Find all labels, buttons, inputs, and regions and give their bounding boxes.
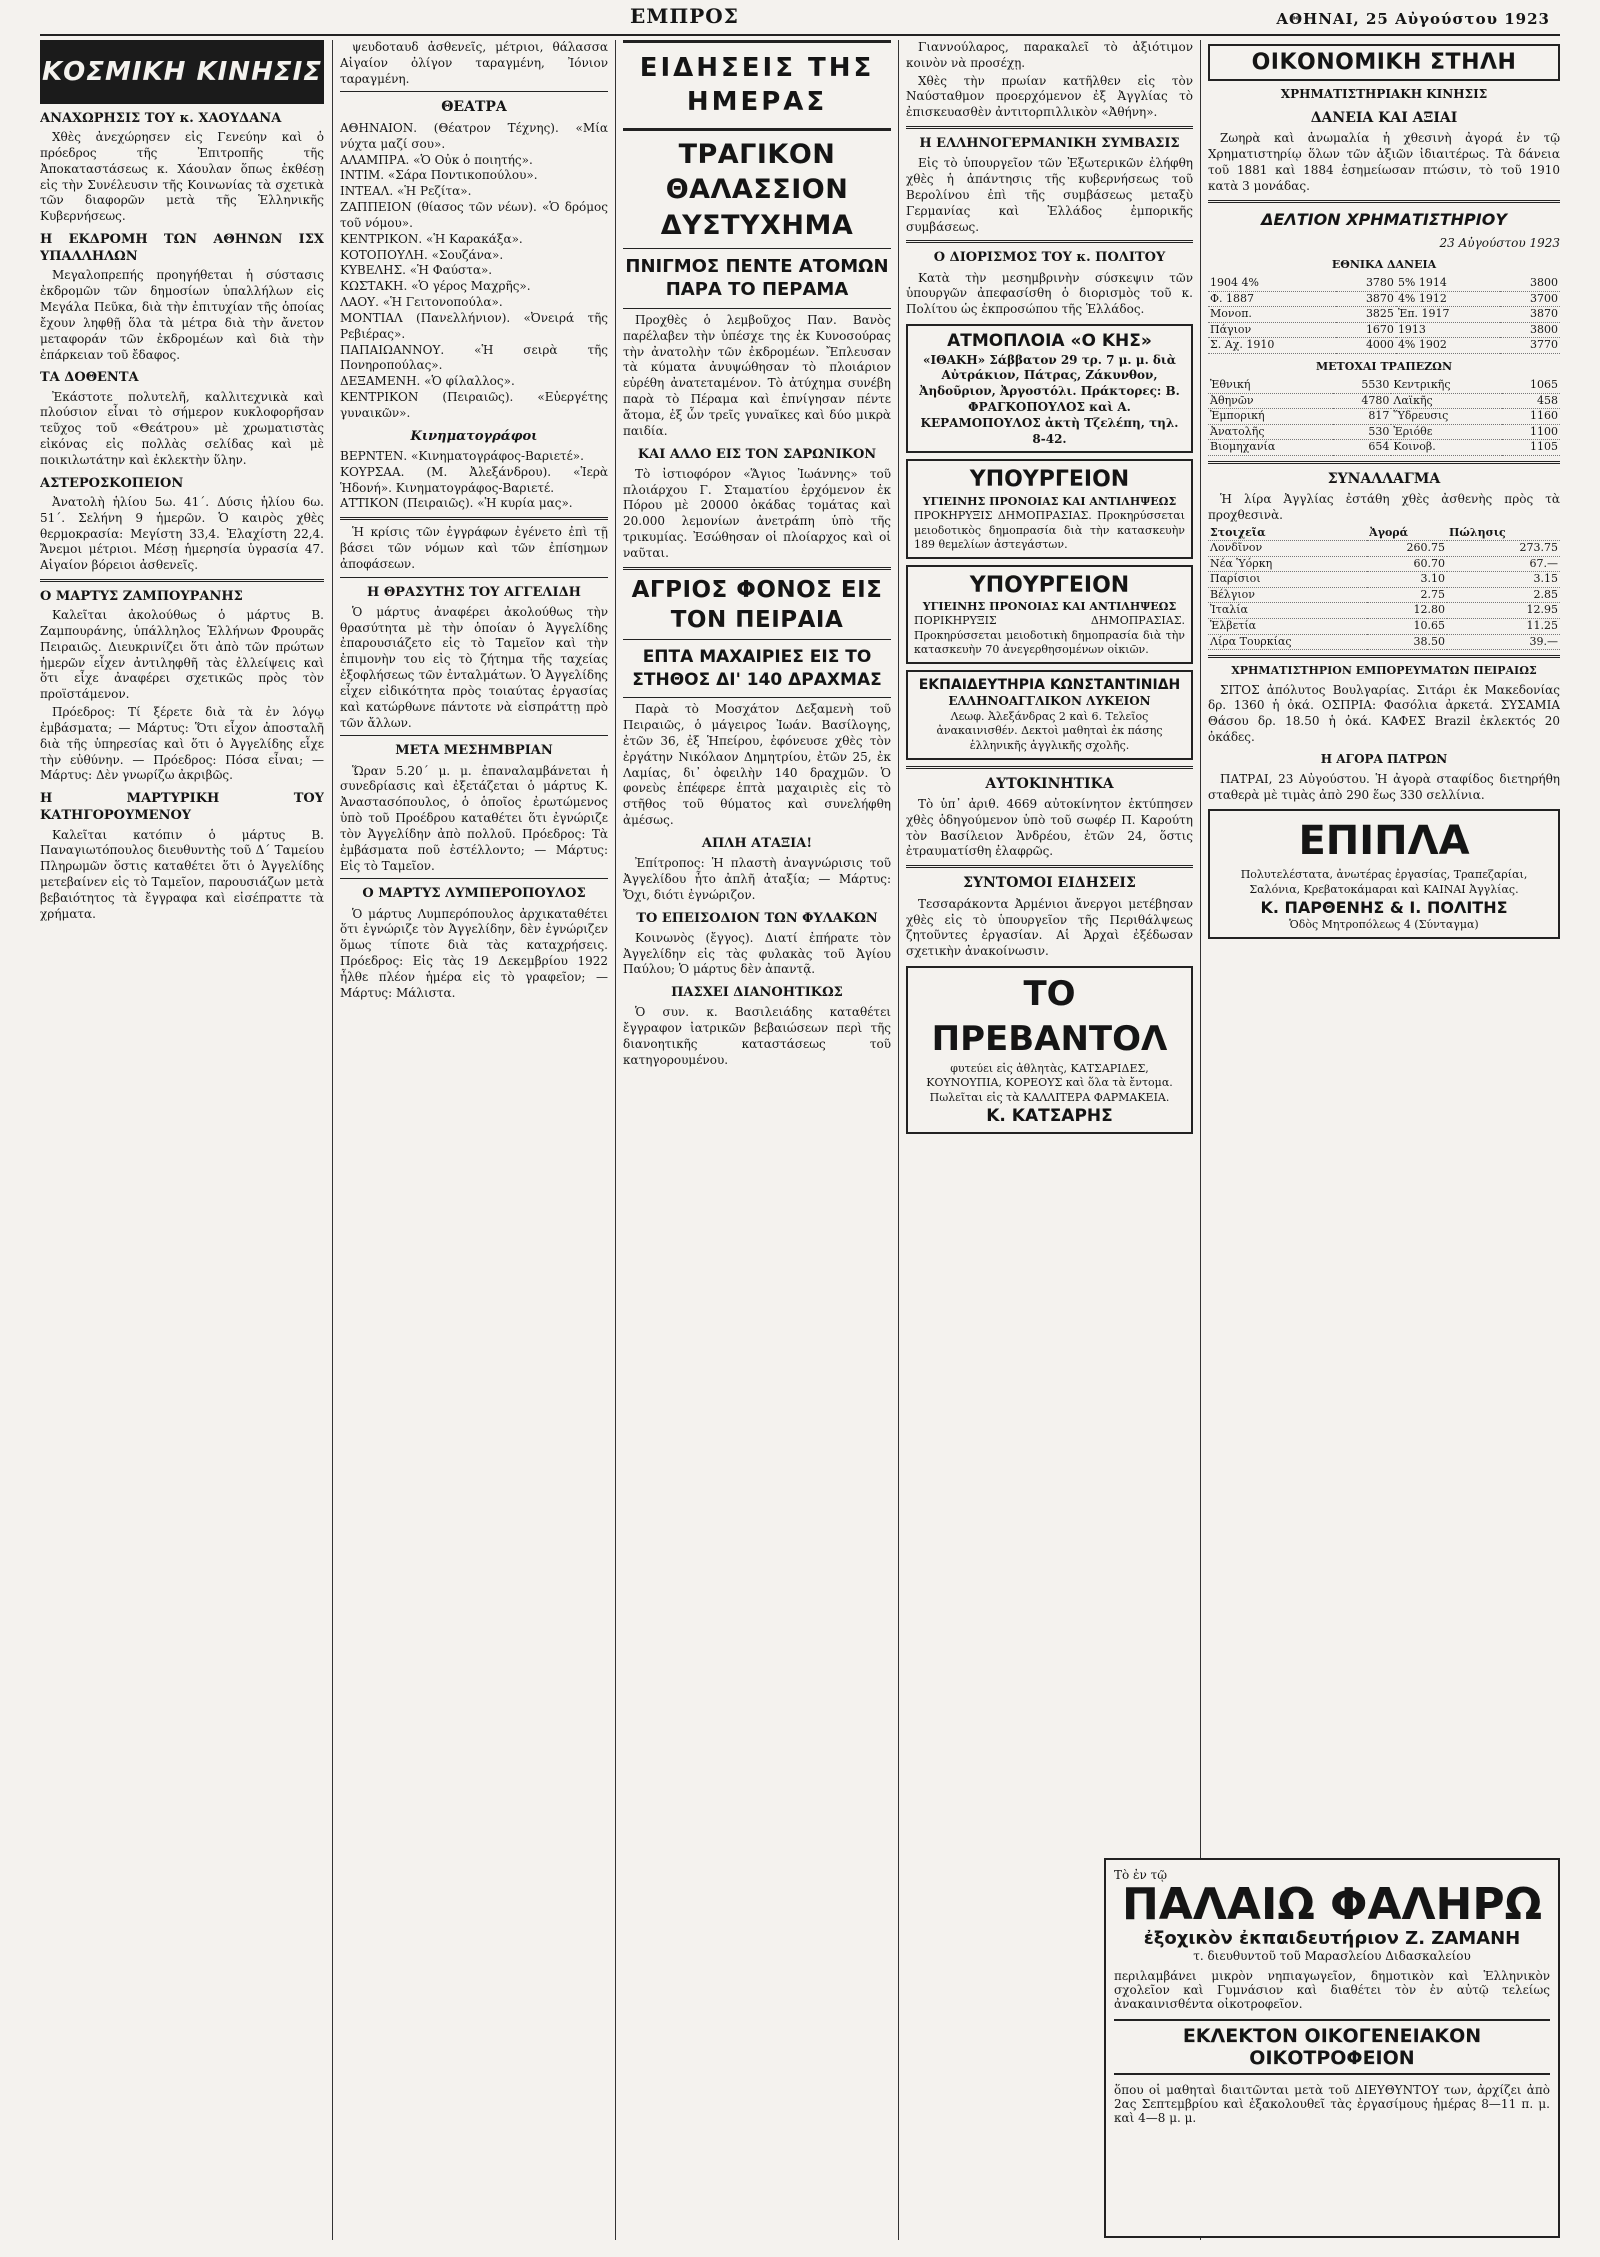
econ-title: ΟΙΚΟΝΟΜΙΚΗ ΣΤΗΛΗ	[1208, 44, 1560, 81]
table-cell: 3700	[1500, 291, 1560, 307]
table-cell: Ἐθνική	[1208, 378, 1333, 393]
table-cell: 3780	[1336, 276, 1396, 291]
table-cell: 12.80	[1367, 603, 1447, 619]
table-cell: 3870	[1336, 291, 1396, 307]
ad-text: ΠΡΟΚΗΡΥΞΙΣ ΔΗΜΟΠΡΑΣΙΑΣ. Προκηρύσσεται μειοδοτικὸς δημοπρασία διὰ τὴν κατασκευὴν 189 θεμελίων ἀστεγάστων.	[914, 509, 1185, 552]
column-rule	[615, 40, 616, 2240]
table-row	[1208, 338, 1560, 354]
paragraph: Γιαννούλαρος, παρακαλεῖ τὸ ἀξιότιμον κοινὸν νὰ προσέχῃ.	[906, 40, 1193, 70]
ministry-ad-1	[906, 459, 1193, 558]
theatre-listing: ΑΘΗΝΑΙΟΝ. (Θέατρον Τέχνης). «Μία νύχτα μαζί σου».	[340, 120, 608, 151]
table-row	[1208, 378, 1560, 393]
ad-title: ΤΟ ΠΡΕΒΑΝΤΟΛ	[931, 974, 1168, 1059]
section-text: Κοινωνὸς (ἔγγος). Διατί ἐπήρατε τὸν Ἀγγελίδην εἰς τὰς φυλακὰς τοῦ Ἀγίου Παύλου; Ὁ μάρτυς δὲν ἀπαντᾷ.	[623, 930, 891, 977]
table-cell: 4780	[1333, 393, 1391, 409]
patras-heading: Η ΑΓΟΡΑ ΠΑΤΡΩΝ	[1320, 751, 1448, 766]
table-cell: 39.—	[1447, 634, 1560, 650]
theatre-listing: ΔΕΞΑΜΕΝΗ. «Ὁ φίλαλλος».	[340, 374, 515, 389]
bonds-heading: ΕΘΝΙΚΑ ΔΑΝΕΙΑ	[1331, 257, 1437, 271]
section-heading: ΑΥΤΟΚΙΝΗΤΙΚΑ	[985, 775, 1114, 792]
paragraph: ψευδοταυδ ἀσθενεῖς, μέτριοι, θάλασσα Αἰγαίον ὀλίγον ταραγμένη, Ἰόνιον ταραγμένη.	[340, 40, 608, 86]
story1-kicker: ΤΡΑΓΙΚΟΝ ΘΑΛΑΣΣΙΟΝ ΔΥΣΤΥΧΗΜΑ	[660, 138, 854, 241]
ad-text: φυτεύει εἰς ἀθλητὰς, ΚΑΤΣΑΡΙΔΕΣ, ΚΟΥΝΟΥΠΙΑ, ΚΟΡΕΟΥΣ καὶ ὅλα τὰ ἔντομα. Πωλεῖται εἰς τὰ ΚΑΛΛΙΤΕΡΑ ΦΑΡΜΑΚΕΙΑ.	[926, 1061, 1173, 1104]
shares-heading: ΜΕΤΟΧΑΙ ΤΡΑΠΕΖΩΝ	[1315, 359, 1452, 373]
school-ad	[906, 670, 1193, 760]
exchange-table	[1208, 526, 1560, 650]
table-cell: 3.15	[1447, 572, 1560, 588]
table-cell: 5% 1914	[1396, 276, 1500, 291]
table-cell: Λίρα Τουρκίας	[1208, 634, 1367, 650]
cinema-list	[340, 449, 608, 512]
table-cell: 654	[1333, 440, 1391, 456]
table-cell: 1913	[1396, 322, 1500, 338]
table-header-cell: Ἀγορά	[1367, 526, 1447, 541]
table-cell: 4000	[1336, 338, 1396, 354]
theatre-listing: ΙΝΤΕΑΛ. «Ἡ Ρεζίτα».	[340, 184, 472, 199]
table-row	[1208, 307, 1560, 323]
story2-text: Παρὰ τὸ Μοσχάτον Δεξαμενὴ τοῦ Πειραιῶς, ὁ μάγειρος Ἰωάν. Βασίλογης, ἐτῶν 36, ἐξ Ἡπείρου, ἐφόνευσε χθὲς τὸν ἐργάτην Νικόλαον Δημητρίου, ἐτῶν 25, ἐκ Λαμίας, δι᾽ ὀφειλὴν 140 δραχμῶν. Ὁ φονεὺς ἐπέφερε ἑπτὰ μαχαιριὲς εἰς τὸ στῆθος τοῦ θύματος καὶ συνελήφθη ἀμέσως.	[623, 702, 891, 828]
table-row	[1208, 276, 1560, 291]
market-heading: ΧΡΗΜΑΤΙΣΤΗΡΙΟΝ ΕΜΠΟΡΕΥΜΑΤΩΝ ΠΕΙΡΑΙΩΣ	[1231, 664, 1537, 678]
table-row	[1208, 603, 1560, 619]
column-rule	[332, 40, 333, 2240]
ad-text: «ΙΘΑΚΗ» Σάββατον 29 τρ. 7 μ. μ. διὰ Αὐτράκιον, Πάτρας, Ζάκυνθον, Ἀηδοῦριον, Ἀργοστόλι. Πράκτορες: Β. ΦΡΑΓΚΟΠΟΥΛΟΣ καὶ Α. ΚΕΡΑΜΟΠΟΥΛΟΣ ἀκτὴ Τζελέπη, τηλ. 8-42.	[919, 352, 1180, 446]
market-text: ΣΙΤΟΣ ἀπόλυτος Βουλγαρίας. Σιτάρι ἐκ Μακεδονίας δρ. 1360 ἡ ὀκά. ΟΣΠΡΙΑ: Φασόλια ἀρκετά. ΣΥΣΑΜΙΑ Θάσου δρ. 18.50 ἡ ὀκά. ΚΑΦΕΣ Brazil ἐκλεκτός 20 ὀκάδες.	[1208, 682, 1560, 745]
ad-text: ὅπου οἱ μαθηταὶ διαιτῶνται μετὰ τοῦ ΔΙΕΥΘΥΝΤΟΥ των, ἀρχίζει ἀπὸ 2ας Σεπτεμβρίου καὶ ἐξακολουθεῖ τὰς ἐργασίμους ἡμέρας 8—11 π. μ. καὶ 4—8 μ. μ.	[1114, 2083, 1550, 2126]
ad-intro: Τὸ ἐν τῷ	[1114, 1868, 1168, 1882]
table-cell: Ἑλβετία	[1208, 618, 1367, 634]
section-heading: ΤΟ ΕΠΕΙΣΟΔΙΟΝ ΤΩΝ ΦΥΛΑΚΩΝ	[636, 910, 878, 926]
table-cell: 11.25	[1447, 618, 1560, 634]
table-cell: 1670	[1336, 322, 1396, 338]
ad-subtitle: ΕΚΛΕΚΤΟΝ ΟΙΚΟΓΕΝΕΙΑΚΟΝ ΟΙΚΟΤΡΟΦΕΙΟΝ	[1114, 2019, 1550, 2075]
table-cell: Ἀθηνῶν	[1208, 393, 1333, 409]
insecticide-ad	[906, 966, 1193, 1134]
cinema-listing: ΚΟΥΡΣΑΑ. (Μ. Ἀλεξάνδρου). «Ἱερὰ Ἡδονή». Κινηματογράφος-Βαριετέ.	[340, 464, 608, 495]
table-cell: Κοινοβ.	[1391, 440, 1502, 456]
table-row	[1208, 634, 1560, 650]
section-text: Ἐπίτροπος: Ἡ πλαστὴ ἀναγνώρισις τοῦ Ἀγγελίδου ἦτο ἀπλῆ ἀταξία; — Μάρτυς: Ὄχι, διότι ἐγνώριζον.	[623, 856, 891, 902]
ad-company: Κ. ΠΑΡΘΕΝΗΣ & Ι. ΠΟΛΙΤΗΣ	[1260, 898, 1508, 918]
section-text: Κατὰ τὴν μεσημβρινὴν σύσκεψιν τῶν ὑπουργῶν ἀπεφασίσθη ὁ διορισμὸς τοῦ κ. Πολίτου ὡς ἐκπροσώπου τῆς Ἑλλάδος.	[906, 270, 1193, 317]
divider	[340, 878, 608, 879]
table-cell: 817	[1333, 409, 1391, 425]
header-rule	[40, 34, 1560, 36]
theatre-listing: ΙΝΤΙΜ. «Σάρα Ποντικοπούλου».	[340, 168, 538, 183]
story1-text: Προχθὲς ὁ λεμβοῦχος Παν. Βανὸς παρέλαβεν τὴν ὑπέσχε της ἐκ Κυνοσούρας τὴν ἀνατολὴν τῶν ἐκδρομέων. Ἔπλευσαν τὰ κύματα ἀνυψώθησαν τὸ πλοιάριον εὐρέθη ἀνατεταμένον. Τὸ ἀτύχημα συνέβη παρὰ τὸ Πέραμα καὶ ἐπνίγησαν πέντε ἄτομα, ἐξ ὧν τρεῖς γυναῖκες καὶ δύο μικρὰ παιδία.	[623, 313, 891, 438]
theatre-listing: ΚΥΒΕΛΗΣ. «Ἡ Φαύστα».	[340, 263, 493, 278]
section-text: Χθὲς ἀνεχώρησεν εἰς Γενεύην καὶ ὁ πρόεδρος τῆς Ἐπιτροπῆς τῆς Ἀποκαταστάσεως κ. Χάουλαν ὅπως ἐκθέσῃ εἰς τὴν Συνέλευσιν τῆς Κοινωνίας τὰ σχετικὰ τῶν διαφορῶν μετὰ τῆς Ἑλληνικῆς Κυβερνήσεως.	[40, 130, 324, 224]
table-row	[1208, 291, 1560, 307]
table-cell: 1160	[1502, 409, 1560, 425]
table-cell: 530	[1333, 424, 1391, 440]
table-cell: Λονδῖνον	[1208, 541, 1367, 557]
ministry-ad-2	[906, 565, 1193, 664]
table-cell: Ἐπ. 1917	[1396, 307, 1500, 323]
theatre-listing: ΚΕΝΤΡΙΚΟΝ. «Ἡ Καρακάξα».	[340, 231, 523, 246]
paper-name: ΕΜΠΡΟΣ	[630, 4, 739, 28]
ad-title: ΥΠΟΥΡΓΕΙΟΝ	[969, 572, 1130, 598]
table-cell: 3800	[1500, 322, 1560, 338]
table-cell: Ἰταλία	[1208, 603, 1367, 619]
shares-table	[1208, 378, 1560, 456]
ad-subtitle: ΕΛΛΗΝΟΑΓΓΛΙΚΟΝ ΛΥΚΕΙΟΝ	[948, 694, 1151, 709]
theatre-listing: ΚΟΤΟΠΟΥΛΗ. «Σουζάνα».	[340, 247, 504, 262]
section-heading: Ο ΔΙΟΡΙΣΜΟΣ ΤΟΥ κ. ΠΟΛΙΤΟΥ	[933, 250, 1166, 266]
table-row	[1208, 541, 1560, 557]
table-cell: 4% 1902	[1396, 338, 1500, 354]
cinema-listing: ΑΤΤΙΚΟΝ (Πειραιῶς). «Ἡ κυρία μας».	[340, 496, 573, 511]
table-cell: 67.—	[1447, 556, 1560, 572]
table-cell: Μονοπ.	[1208, 307, 1336, 323]
section-heading: Η ΕΛΛΗΝΟΓΕΡΜΑΝΙΚΗ ΣΥΜΒΑΣΙΣ	[919, 136, 1180, 152]
table-row	[1208, 424, 1560, 440]
column-2	[340, 40, 608, 2240]
section-text: Ἐκάστοτε πολυτελῆ, καλλιτεχνικὰ καὶ πλούσιον εἶναι τὸ σήμερον κυκλοφορῆσαν τεῦχος τοῦ «Θεάτρου» μὲ χρωματιστὰς εἰκόνας εἰς πολλὰς σελίδας καὶ μὲ ποικιλωτάτην καὶ ἐκλεκτὴν ὕλην.	[40, 389, 324, 467]
table-row	[1208, 393, 1560, 409]
table-cell: 5530	[1333, 378, 1391, 393]
table-cell: Βιομηχανία	[1208, 440, 1333, 456]
table-cell: Ὕδρευσις	[1391, 409, 1502, 425]
table-cell: 1100	[1502, 424, 1560, 440]
col2-sections	[340, 577, 608, 1002]
table-cell: 60.70	[1367, 556, 1447, 572]
table-cell: 4% 1912	[1396, 291, 1500, 307]
section-text: Τὸ ὑπ᾽ ἀριθ. 4669 αὐτοκίνητον ἐκτύπησεν χθὲς ὁδηγούμενον ὑπὸ τοῦ σωφέρ Π. Καρούτη τὸν Βασίλειον Ἀνδρέου, ἐτῶν 24, ὅστις ἐτραυματίσθη ἐλαφρῶς.	[906, 796, 1193, 859]
theatre-listing: ΚΕΝΤΡΙΚΟΝ (Πειραιῶς). «Εὐεργέτης γυναικῶν».	[340, 390, 608, 420]
theatre-listing: ΑΛΑΜΠΡΑ. «Ὁ Οὐκ ὁ ποιητής».	[340, 152, 533, 167]
section-heading: ΑΠΛΗ ΑΤΑΞΙΑ!	[701, 835, 813, 851]
table-row	[1208, 618, 1560, 634]
table-header-cell: Πώλησις	[1447, 526, 1560, 541]
ad-title: ΕΚΠΑΙΔΕΥΤΗΡΙΑ ΚΩΝΣΤΑΝΤΙΝΙΔΗ	[918, 676, 1181, 693]
shipping-ad	[906, 324, 1193, 453]
column-1	[40, 40, 324, 2240]
loans-heading: ΔΑΝΕΙΑ ΚΑΙ ΑΞΙΑΙ	[1310, 109, 1458, 126]
date-line: ΑΘΗΝΑΙ, 25 Αὐγούστου 1923	[1276, 10, 1550, 28]
table-row	[1208, 587, 1560, 603]
ad-subtitle: ΥΓΙΕΙΝΗΣ ΠΡΟΝΟΙΑΣ ΚΑΙ ΑΝΤΙΛΗΨΕΩΣ	[922, 599, 1177, 613]
section-heading: ΣΥΝΤΟΜΟΙ ΕΙΔΗΣΕΙΣ	[963, 875, 1136, 892]
col1-sections	[40, 110, 324, 923]
column-rule	[898, 40, 899, 2240]
table-cell: Λαϊκῆς	[1391, 393, 1502, 409]
section-heading: ΑΝΑΧΩΡΗΣΙΣ ΤΟΥ κ. ΧΑΟΥΔΑΝΑ	[40, 111, 282, 126]
divider	[40, 579, 324, 582]
theatre-heading: ΘΕΑΤΡΑ	[441, 99, 507, 116]
story2-parts	[623, 835, 891, 1069]
divider	[340, 577, 608, 578]
table-cell: 12.95	[1447, 603, 1560, 619]
patras-text: ΠΑΤΡΑΙ, 23 Αὐγούστου. Ἡ ἀγορὰ σταφίδος διετηρήθη σταθερὰ μὲ τιμὰς ἀπὸ 290 ἕως 330 σελλίνια.	[1208, 771, 1560, 802]
table-row	[1208, 556, 1560, 572]
column-3	[623, 40, 891, 2240]
theatre-list	[340, 121, 608, 422]
table-cell: Ἐριόθε	[1391, 424, 1502, 440]
table-cell: 1105	[1502, 440, 1560, 456]
section-text: Τεσσαράκοντα Ἀρμένιοι ἄνεργοι μετέβησαν χθὲς εἰς τὸ ὑπουργεῖον τῆς Περιθάλψεως ζητοῦντες ἐργασίαν. Αἱ Ἀρχαὶ ἐξέδωσαν σχετικὴν ἀνακοίνωσιν.	[906, 896, 1193, 959]
table-cell: Βέλγιον	[1208, 587, 1367, 603]
furniture-ad	[1208, 809, 1560, 938]
table-row	[1208, 322, 1560, 338]
loans-text: Ζωηρὰ καὶ ἀνωμαλία ἡ χθεσινὴ ἀγορά ἐν τῷ Χρηματιστηρίῳ ὅλων τῶν ἀξιῶν ἰδιαιτέρως. Τὰ δάνεια τοῦ 1881 καὶ 1884 ἐσημείωσαν πτώσιν, τὸ τοῦ 1910 κατὰ 3 μονάδας.	[1208, 131, 1560, 193]
table-cell: 458	[1502, 393, 1560, 409]
bulletin-date: 23 Αὐγούστου 1923	[1439, 235, 1560, 250]
table-cell: 3800	[1500, 276, 1560, 291]
section-logo: ΚΟΣΜΙΚΗ ΚΙΝΗΣΙΣ	[40, 40, 324, 104]
divider	[340, 735, 608, 736]
table-cell: 2.75	[1367, 587, 1447, 603]
news-section-header: ΕΙΔΗΣΕΙΣ ΤΗΣ ΗΜΕΡΑΣ	[623, 40, 891, 131]
theatre-listing: ΠΑΠΑΙΩΑΝΝΟΥ. «Ἡ σειρὰ τῆς Πονηροπούλας».	[340, 342, 608, 373]
table-cell: Παρίσιοι	[1208, 572, 1367, 588]
section-heading: Η ΘΡΑΣΥΤΗΣ ΤΟΥ ΑΓΓΕΛΙΔΗ	[367, 584, 581, 600]
table-cell: Κεντρικῆς	[1391, 378, 1502, 393]
exchange-heading: ΣΥΝΑΛΛΑΓΜΑ	[1327, 470, 1441, 487]
section-heading: ΤΑ ΔΟΘΕΝΤΑ	[40, 370, 139, 386]
story1-headline: ΠΝΙΓΜΟΣ ΠΕΝΤΕ ΑΤΟΜΩΝ ΠΑΡΑ ΤΟ ΠΕΡΑΜΑ	[625, 255, 889, 301]
section-heading: ΜΕΤΑ ΜΕΣΗΜΒΡΙΑΝ	[395, 743, 553, 759]
ad-line: ἐξοχικὸν ἐκπαιδευτήριον Ζ. ΖΑΜΑΝΗ	[1143, 1928, 1521, 1950]
ad-address: Ὁδὸς Μητροπόλεως 4 (Σύνταγμα)	[1289, 918, 1479, 932]
table-cell: Νέα Ὑόρκη	[1208, 556, 1367, 572]
table-header-cell: Στοιχεῖα	[1208, 526, 1367, 541]
section-text: Πρόεδρος: Τί ξέρετε διὰ τὰ ἐν λόγῳ ἐμβάσματα; — Μάρτυς: Ὅτι εἶχον ἀποσταλῆ διὰ τῆς ὑπηρεσίας καὶ ὅτι ὁ Ἀγγελίδης εἶχε τὴν εὐθύνην. — Πρόεδρος: Πόσα εἶναι; — Μάρτυς: Δὲν γνωρίζω ἀκριβῶς.	[40, 705, 324, 783]
table-row	[1208, 440, 1560, 456]
section-text: Ὁ συν. κ. Βασιλειάδης καταθέτει ἔγγραφον ἰατρικῶν βεβαιώσεων περὶ τῆς διανοητικῆς καταστάσεως τοῦ κατηγορουμένου.	[623, 1005, 891, 1067]
table-cell: Ἀνατολῆς	[1208, 424, 1333, 440]
econ-subtitle: ΧΡΗΜΑΤΙΣΤΗΡΙΑΚΗ ΚΙΝΗΣΙΣ	[1280, 87, 1488, 102]
ad-title: ΑΤΜΟΠΛΟΙΑ «Ο ΚΗΣ»	[947, 331, 1152, 352]
table-cell: 3.10	[1367, 572, 1447, 588]
ad-title: ΕΠΙΠΛΑ	[1298, 818, 1470, 865]
section-text: Εἰς τὸ ὑπουργεῖον τῶν Ἐξωτερικῶν ἐλήφθη χθὲς ἡ ἀπάντησις τῆς κυβερνήσεως τοῦ Βερολίνου ἐπὶ τῆς συμβάσεως μεταξὺ Γερμανίας καὶ Ἑλλάδος ἐμπορικῆς συμβάσεως.	[906, 156, 1193, 234]
ad-line: τ. διευθυντοῦ τοῦ Μαρασλείου Διδασκαλείου	[1193, 1949, 1471, 1964]
table-cell: 1904 4%	[1208, 276, 1336, 291]
table-header-row	[1208, 526, 1560, 541]
table-cell: 10.65	[1367, 618, 1447, 634]
section-text: Καλεῖται ἀκολούθως ὁ μάρτυς Β. Ζαμπουράνης, ὑπάλληλος Ἑλλήνων Φρουρᾶς Πειραιῶς. Διευκρινίζει ὅτι ἀπὸ τῶν πρώτων ἡμερῶν εἶχεν ἀντιληφθῆ τὰς ἐλλείψεις καὶ ὅτι εἶχε ἀναφέρει σχετικῶς πρὸς τὸν προϊστάμενον.	[40, 608, 324, 702]
table-cell: 38.50	[1367, 634, 1447, 650]
school-ad-large	[1104, 1858, 1560, 2238]
table-cell: 3770	[1500, 338, 1560, 354]
table-row	[1208, 409, 1560, 425]
paragraph: Χθὲς τὴν πρωίαν κατῆλθεν εἰς τὸν Ναύσταθμον προερχόμενον ἐξ Ἀγγλίας τὸ ἐπισκευασθὲν ἀντιτορπιλλικὸν «Ἀθήνη».	[906, 73, 1193, 120]
ad-text: ΠΟΡΙΚΗΡΥΞΙΣ ΔΗΜΟΠΡΑΣΙΑΣ. Προκηρύσσεται μειοδοτικὴ δημοπρασία διὰ τὴν κατασκευὴν 70 ἀνεγερθησομένων οἰκιῶν.	[914, 614, 1185, 657]
bonds-table	[1208, 276, 1560, 354]
section-text: Ἀνατολὴ ἡλίου 5ω. 41΄. Δύσις ἡλίου 6ω. 51΄. Σελήνη 9 ἡμερῶν. Ὁ καιρὸς χθὲς θερμοκρασία: Μεγίστη 33,4. Ἐλαχίστη 22,4. Ἄνεμοι μέτριοι. Μέσῃ ἡμερησία ὑγρασία 47. Αἰγαίον βόρειοι ἀσθενεῖς.	[40, 494, 324, 573]
section-text: Μεγαλοπρεπής προηγήθεται ἡ σύστασις ἐκδρομῶν τῶν δημοσίων ὑπαλλήλων εἰς Μεγάλα Πεῦκα, διὰ τὴν ἐπιτυχίαν τῆς ὁποίας ἔχουν ληφθῇ ὅλα τὰ μέτρα διὰ τὴν ἄνετον μεταφοράν τῶν ἐκδρομέων καὶ διὰ τὴν ἐπάρκειαν τοῦ ἔδαφος.	[40, 268, 324, 362]
section-heading: Η ΜΑΡΤΥΡΙΚΗ ΤΟΥ ΚΑΤΗΓΟΡΟΥΜΕΝΟΥ	[40, 791, 324, 824]
theatre-listing: ΛΑΟΥ. «Ἡ Γειτονοπούλα».	[340, 295, 503, 310]
section-text: Ὁ μάρτυς Λυμπερόπουλος ἀρχικαταθέτει ὅτι ἐγνώριζε τὸν Ἀγγελίδην, δὲν ἐγνώριζεν ὅμως τίποτε διὰ τὰς καταχρήσεις. Πρόεδρος: Εἰς τὰς 19 Δεκεμβρίου 1922 ἦλθε πλέον ἡμέρα εἰς τὸ γραφεῖον; — Μάρτυς: Μάλιστα.	[340, 906, 608, 1000]
ad-title: ΥΠΟΥΡΓΕΙΟΝ	[969, 467, 1130, 493]
cinema-heading: Κινηματογράφοι	[410, 428, 538, 444]
theatre-listing: ΚΩΣΤΑΚΗ. «Ὁ γέρος Μαχρῆς».	[340, 279, 531, 294]
cinema-listing: ΒΕΡΝΤΕΝ. «Κινηματογράφος-Βαριετέ».	[340, 448, 584, 463]
table-cell: 3825	[1336, 307, 1396, 323]
table-cell: Ἐμπορική	[1208, 409, 1333, 425]
story1-subheading: ΚΑΙ ΑΛΛΟ ΕΙΣ ΤΟΝ ΣΑΡΩΝΙΚΟΝ	[637, 446, 877, 462]
theatre-listing: ΜΟΝΤΙΑΛ (Πανελλήνιον). «Ὀνειρά τῆς Ρεβιέρας».	[340, 310, 608, 341]
section-heading: ΠΑΣΧΕΙ ΔΙΑΝΟΗΤΙΚΩΣ	[671, 985, 843, 1001]
story2-headline: ΕΠΤΑ ΜΑΧΑΙΡΙΕΣ ΕΙΣ ΤΟ ΣΤΗΘΟΣ ΔΙ' 140 ΔΡΑΧΜΑΣ	[632, 647, 882, 690]
section-heading: ΑΣΤΕΡΟΣΚΟΠΕΙΟΝ	[40, 475, 184, 491]
table-cell: 1065	[1502, 378, 1560, 393]
ad-text: Λεωφ. Ἀλεξάνδρας 2 καὶ 6. Τελεῖος ἀνακαινισθέν. Δεκτοὶ μαθηταὶ ἐκ πάσης ἑλληνικῆς ἀγγλικῆς σχολῆς.	[936, 709, 1163, 752]
table-cell: 3870	[1500, 307, 1560, 323]
paragraph: Ἡ κρίσις τῶν ἐγγράφων ἐγένετο ἐπὶ τῇ βάσει τῶν νόμων καὶ τῶν ἐπίσημων ἀποφάσεων.	[340, 525, 608, 571]
table-cell: Σ. Αχ. 1910	[1208, 338, 1336, 354]
bulletin-heading: ΔΕΛΤΙΟΝ ΧΡΗΜΑΤΙΣΤΗΡΙΟΥ	[1261, 209, 1507, 229]
theatre-listing: ΖΑΠΠΕΙΟΝ (θίασος τῶν νέων). «Ὁ δρόμος τοῦ νόμου».	[340, 200, 608, 230]
exchange-note: Ἡ λίρα Ἀγγλίας ἐστάθη χθὲς ἀσθενὴς πρὸς τὰ προχθεσινὰ.	[1208, 492, 1560, 523]
section-text: Καλεῖται κατόπιν ὁ μάρτυς Β. Παναγιωτόπουλος διευθυντὴς τοῦ Δ΄ Ταμείου Πληρωμῶν ὅστις καταθέτει ὅτι ὁ Ἀγγελίδης μετεβαίνεν εἰς τὸ Ταμεῖον, παρουσιάζων μετὰ βεβαιότητος τὰ ἔγγραφα καὶ εἰσέπραττε τὰ χρήματα.	[40, 827, 324, 921]
ad-text: Πολυτελέστατα, ἀνωτέρας ἐργασίας, Τραπεζαρίαι, Σαλόνια, Κρεβατοκάμαραι καὶ ΚΑΙΝΑΙ Ἀγγλίας.	[1240, 868, 1528, 896]
table-row	[1208, 572, 1560, 588]
section-heading: Ο ΜΑΡΤΥΣ ΛΥΜΠΕΡΟΠΟΥΛΟΣ	[362, 886, 586, 902]
ad-title: ΠΑΛΑΙΩ ΦΑΛΗΡΩ	[1121, 1879, 1543, 1930]
section-heading: Η ΕΚΔΡΟΜΗ ΤΩΝ ΑΘΗΝΩΝ ΙΣΧ ΥΠΑΛΛΗΛΩΝ	[40, 232, 324, 265]
table-cell: Φ. 1887	[1208, 291, 1336, 307]
section-text: Ὥραν 5.20΄ μ. μ. ἐπαναλαμβάνεται ἡ συνεδρίασις καὶ ἐξετάζεται ὁ μάρτυς Κ. Ἀναστασόπουλος, ὁ ὁποῖος ἐρωτώμενος ὑπὸ τοῦ Προέδρου καταθέτει ὅτι ἐγνώριζε τὸν Ἀγγελίδην ἀπὸ πολλοῦ. Πρόεδρος: Τὰ ἐμβάσματα ποῦ ἐστέλλοντο; — Μάρτυς: Εἰς τὸ Ταμεῖον.	[340, 763, 608, 873]
table-cell: 260.75	[1367, 541, 1447, 557]
table-cell: 273.75	[1447, 541, 1560, 557]
ad-text: περιλαμβάνει μικρὸν νηπιαγωγεῖον, δημοτικὸν καὶ Ἑλληνικὸν σχολεῖον καὶ Γυμνάσιον καὶ διαθέτει τὸν ἐν αὐτῷ τελείως ἀνακαινισθέντα οἰκοτροφεῖον.	[1114, 1969, 1550, 2012]
table-cell: 2.85	[1447, 587, 1560, 603]
ad-footer: Κ. ΚΑΤΣΑΡΗΣ	[986, 1106, 1113, 1127]
newspaper-page	[40, 0, 1560, 2257]
ad-subtitle: ΥΓΙΕΙΝΗΣ ΠΡΟΝΟΙΑΣ ΚΑΙ ΑΝΤΙΛΗΨΕΩΣ	[922, 494, 1177, 508]
story1-subtext: Τὸ ἰστιοφόρον «Ἅγιος Ἰωάννης» τοῦ πλοιάρχου Γ. Σταματίου ἐρχόμενον ἐκ Πόρου μὲ 20000 ὀκάδας τομάτας καὶ 20.000 λεμονίων ἀνετράπη ὑπὸ τῆς τρικυμίας. Ἐσώθησαν οἱ πλοίαρχος καὶ οἱ ναῦται.	[623, 466, 891, 560]
table-cell: Πάγιον	[1208, 322, 1336, 338]
section-text: Ὁ μάρτυς ἀναφέρει ἀκολούθως τὴν θρασύτητα μὲ τὴν ὁποίαν ὁ Ἀγγελίδης ἐπαρουσιάζετο εἰς τὸ Ταμεῖον καὶ τὴν ἐπιμονὴν του εἰς τὸ ζήτημα τῆς ταχείας ἐξοφλήσεως τῶν ἐνταλμάτων. Ὁ Ἀγγελίδης εἶχεν εἰδικότητα πρὸς τοιαύτας ἐργασίας καὶ κατώρθωνε πάντοτε νὰ εἰσπράττῃ πρὸ τῶν ἄλλων.	[340, 604, 608, 730]
story2-kicker: ΑΓΡΙΟΣ ΦΟΝΟΣ ΕΙΣ ΤΟΝ ΠΕΙΡΑΙΑ	[631, 576, 883, 634]
section-heading: Ο ΜΑΡΤΥΣ ΖΑΜΠΟΥΡΑΝΗΣ	[40, 589, 243, 604]
